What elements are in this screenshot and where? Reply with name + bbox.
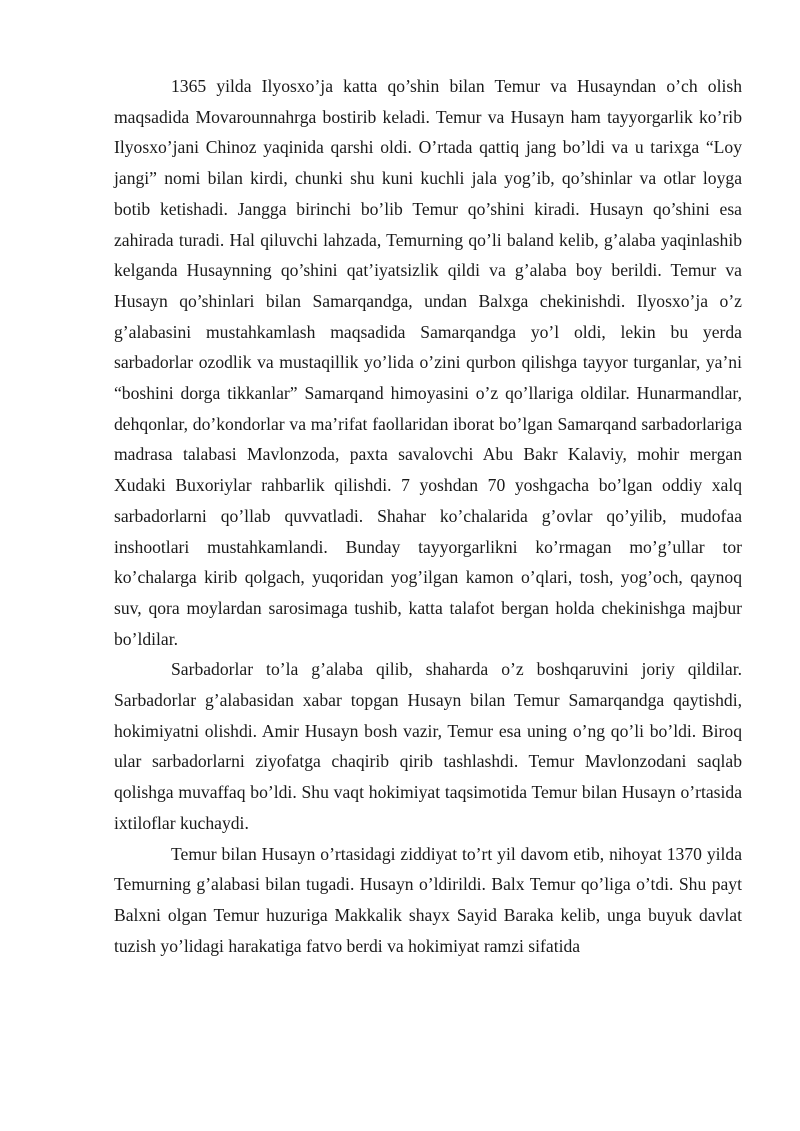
paragraph-loy-jangi: 1365 yilda Ilyosxo’ja katta qo’shin bilan Temur va Husayndan o’ch olish maqsadida Movarounnahrga bostirib keladi. Temur va Husayn ham tayyorgarlik ko’rib Ilyosxo’jani Chinoz yaqinida qarshi oldi. O’rtada qattiq jang bo’ldi va u tarixga “Loy jangi” nomi bilan kirdi, chunki shu kuni kuchli jala yog’ib, qo’shinlar va otlar loyga botib ketishadi. Jangga birinchi bo’lib Temur qo’shini kiradi. Husayn qo’shini esa zahirada turadi. Hal qiluvchi lahzada, Temurning qo’li baland kelib, g’alaba yaqinlashib kelganda Husaynning qo’shini qat’iyatsizlik qildi va g’alaba boy berildi. Temur va Husayn qo’shinlari bilan Samarqandga, undan Balxga chekinishdi. Ilyosxo’ja o’z g’alabasini mustahkamlash maqsadida Samarqandga yo’l oldi, lekin bu yerda sarbadorlar ozodlik va mustaqillik yo’lida o’zini qurbon qilishga tayyor turganlar, ya’ni “boshini dorga tikkanlar” Samarqand himoyasini o’z qo’llariga oldilar. Hunarmandlar, dehqonlar, do’kondorlar va ma’rifat faollaridan iborat bo’lgan Samarqand sarbadorlariga madrasa talabasi Mavlonzoda, paxta savalovchi Abu Bakr Kalaviy, mohir mergan Xudaki Buxoriylar rahbarlik qilishdi. 7 yoshdan 70 yoshgacha bo’lgan oddiy xalq sarbadorlarni qo’llab quvvatladi. Shahar ko’chalarida g’ovlar qo’yilib, mudofaa inshootlari mustahkamlandi. Bunday tayyorgarlikni ko’rmagan mo’g’ullar tor ko’chalarga kirib qolgach, yuqoridan yog’ilgan kamon o’qlari, tosh, yog’och, qaynoq suv, qora moylardan sarosimaga tushib, katta talafot bergan holda chekinishga majbur bo’ldilar. xyxy=(114,76,742,649)
paragraph-sarbadorlar-victory: Sarbadorlar to’la g’alaba qilib, shaharda o’z boshqaruvini joriy qildilar. Sarbadorlar g’alabasidan xabar topgan Husayn bilan Temur Samarqandga qaytishdi, hokimiyatni olishdi. Amir Husayn bosh vazir, Temur esa uning o’ng qo’li bo’ldi. Biroq ular sarbadorlarni ziyofatga chaqirib qirib tashlashdi. Temur Mavlonzodani saqlab qolishga muvaffaq bo’ldi. Shu vaqt hokimiyat taqsimotida Temur bilan Husayn o’rtasida ixtiloflar kuchaydi. xyxy=(114,659,742,833)
document-page xyxy=(114,71,742,961)
paragraph-temur-husayn-conflict: Temur bilan Husayn o’rtasidagi ziddiyat to’rt yil davom etib, nihoyat 1370 yilda Temurning g’alabasi bilan tugadi. Husayn o’ldirildi. Balx Temur qo’liga o’tdi. Shu payt Balxni olgan Temur huzuriga Makkalik shayx Sayid Baraka kelib, unga buyuk davlat tuzish yo’lidagi harakatiga fatvo berdi va hokimiyat ramzi sifatida xyxy=(114,843,742,956)
